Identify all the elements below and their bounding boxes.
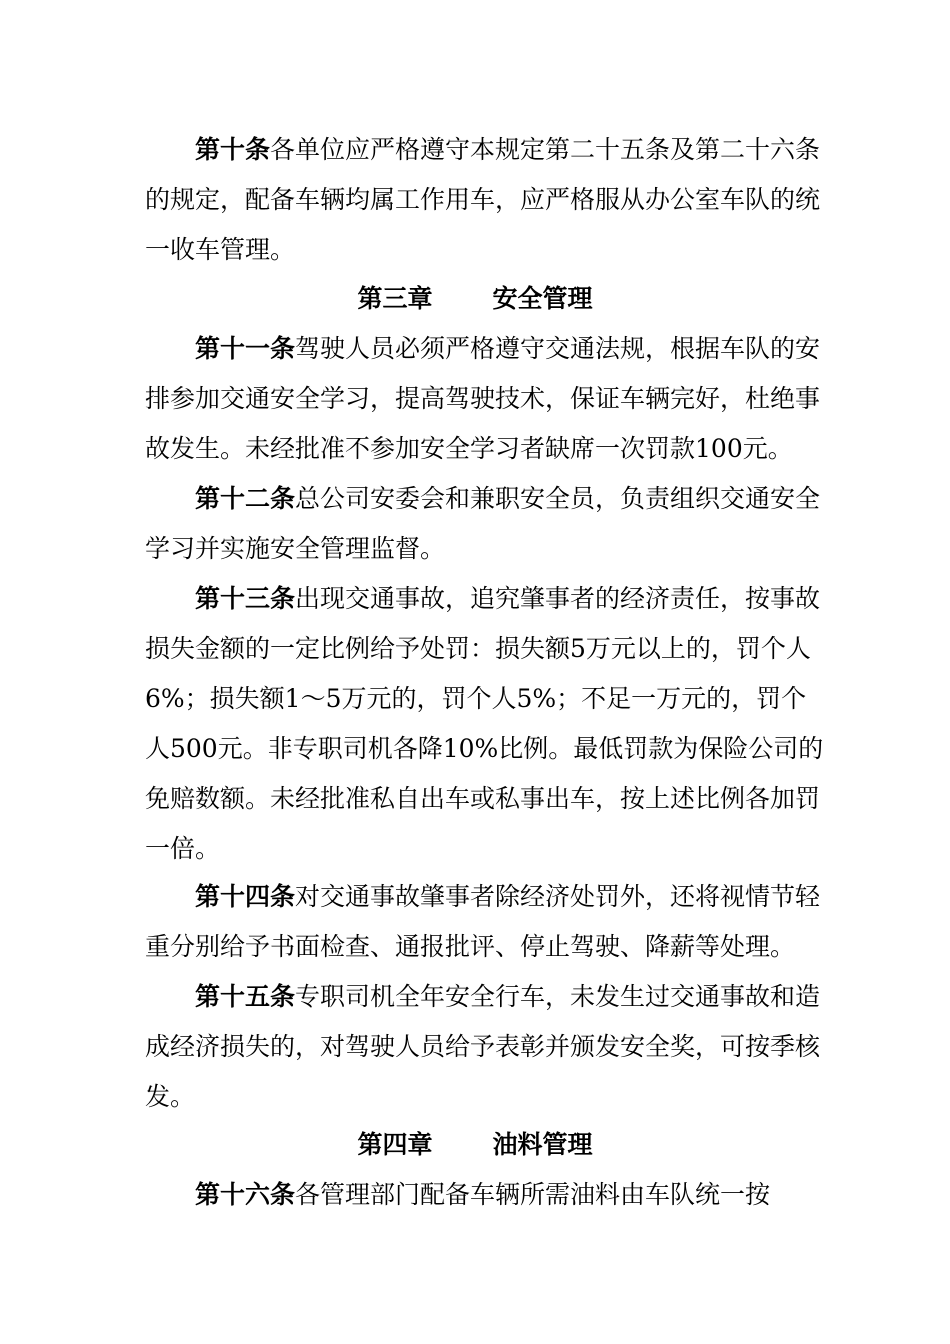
article-text: 驾驶人员必须严格遵守交通法规，根据车队的安排参加交通安全学习，提高驾驶技术，保证车辆完好，杜绝事故发生。未经批准不参加安全学习者缺席一次罚款100元。	[145, 334, 821, 463]
article-text: 出现交通事故，追究肇事者的经济责任，按事故损失金额的一定比例给予处罚：损失额5万元以上的，罚个人6%；损失额1～5万元的，罚个人5%；不足一万元的，罚个人500元。非专职司机各降10%比例。最低罚款为保险公司的免赔数额。未经批准私自出车或私事出车，按上述比例各加罚一倍。	[145, 584, 824, 863]
article-label: 第十五条	[195, 982, 296, 1011]
article-label: 第十一条	[195, 334, 296, 363]
chapter-number: 第四章	[357, 1130, 433, 1159]
article-label: 第十六条	[195, 1180, 296, 1209]
article-13	[145, 574, 825, 874]
article-label: 第十条	[195, 135, 271, 164]
chapter-title: 安全管理	[492, 284, 593, 313]
article-12	[145, 474, 825, 574]
article-text: 对交通事故肇事者除经济处罚外，还将视情节轻重分别给予书面检查、通报批评、停止驾驶、降薪等处理。	[145, 882, 821, 961]
article-10	[145, 125, 825, 275]
article-15	[145, 972, 825, 1122]
article-text: 各管理部门配备车辆所需油料由车队统一按	[295, 1180, 771, 1209]
article-label: 第十三条	[195, 584, 296, 613]
chapter-heading-4	[0, 1120, 950, 1170]
article-text: 专职司机全年安全行车，未发生过交通事故和造成经济损失的，对驾驶人员给予表彰并颁发安全奖，可按季核发。	[145, 982, 821, 1111]
article-14	[145, 872, 825, 972]
chapter-heading-3	[0, 274, 950, 324]
chapter-title: 油料管理	[492, 1130, 593, 1159]
article-text: 各单位应严格遵守本规定第二十五条及第二十六条的规定，配备车辆均属工作用车，应严格服从办公室车队的统一收车管理。	[145, 135, 821, 264]
article-text: 总公司安委会和兼职安全员，负责组织交通安全学习并实施安全管理监督。	[145, 484, 821, 563]
article-11	[145, 324, 825, 474]
article-label: 第十二条	[195, 484, 296, 513]
chapter-number: 第三章	[357, 284, 433, 313]
article-16	[145, 1170, 825, 1220]
article-label: 第十四条	[195, 882, 296, 911]
